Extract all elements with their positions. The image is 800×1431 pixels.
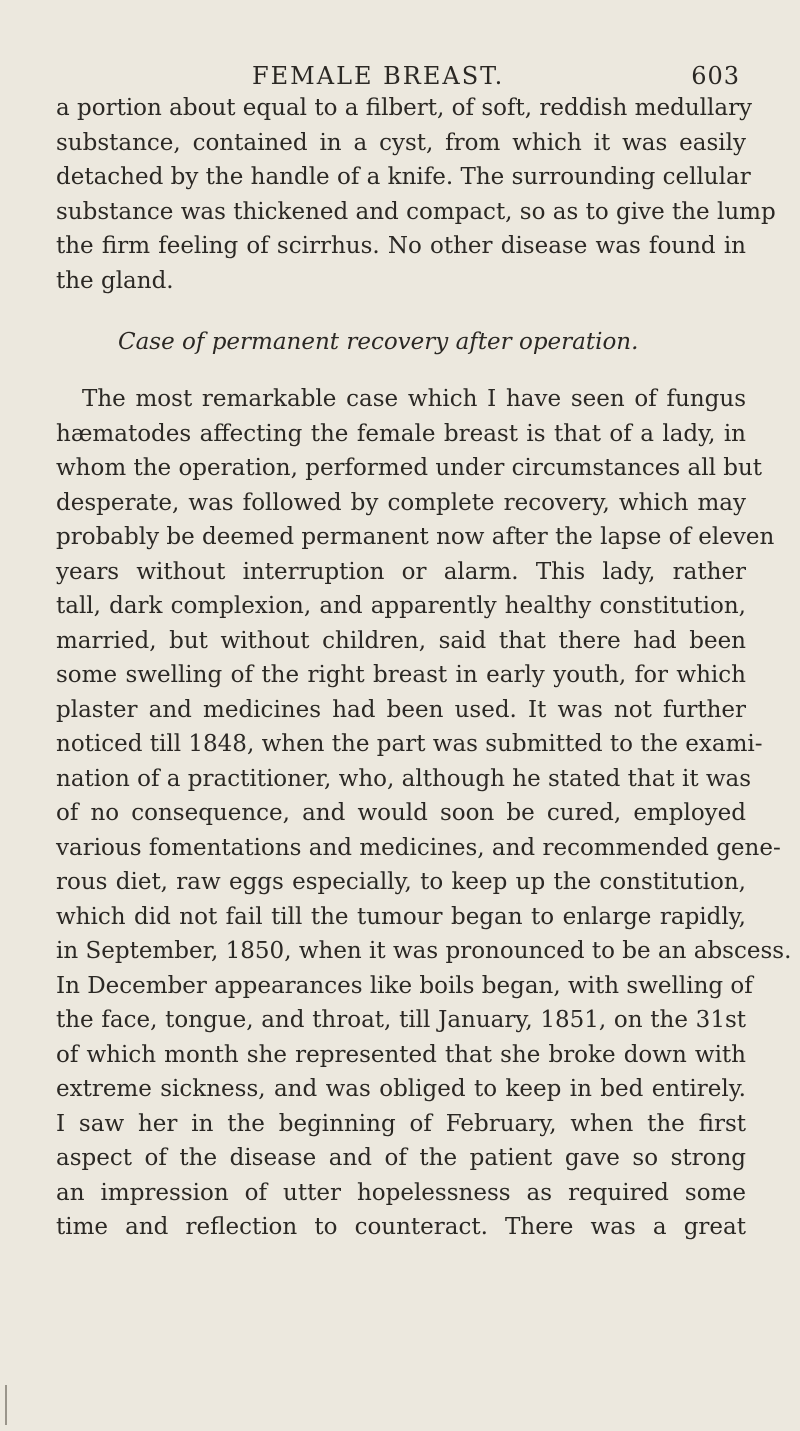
text-line: hæmatodes affecting the female breast is that of a lady, in: [56, 420, 746, 447]
page-number: 603: [691, 62, 740, 90]
text-line: plaster and medicines had been used. It was not further: [56, 696, 746, 723]
running-title: FEMALE BREAST.: [252, 62, 505, 90]
text-line: desperate, was followed by complete recovery, which may: [56, 489, 746, 516]
text-line: of no consequence, and would soon be cured, employed: [56, 800, 746, 826]
text-line: a portion about equal to a filbert, of soft, reddish medullary: [56, 95, 753, 121]
paragraph-continuation: [56, 91, 776, 298]
text-line: married, but without children, said that there had been: [56, 627, 746, 654]
text-line: probably be deemed permanent now after the lapse of eleven: [56, 524, 775, 550]
section-heading: Case of permanent recovery after operation.: [118, 329, 639, 355]
text-line: time and reflection to counteract. There was a great: [56, 1214, 746, 1240]
text-line: years without interruption or alarm. This lady, rather: [56, 558, 746, 585]
binding-edge-mark: [5, 1385, 7, 1425]
text-line: the gland.: [56, 267, 174, 294]
text-line: which did not fail till the tumour began to enlarge rapidly,: [56, 903, 746, 930]
case-paragraph: [56, 382, 792, 1245]
text-line: tall, dark complexion, and apparently healthy constitution,: [56, 593, 746, 619]
text-line: some swelling of the right breast in early youth, for which: [56, 662, 746, 688]
text-line: nation of a practitioner, who, although he stated that it was: [56, 765, 752, 792]
text-line: in September, 1850, when it was pronounced to be an abscess.: [56, 938, 792, 964]
running-header: [0, 52, 800, 92]
text-line: I saw her in the beginning of February, when the first: [56, 1110, 746, 1137]
text-line: rous diet, raw eggs especially, to keep up the constitution,: [56, 869, 746, 895]
text-line: noticed till 1848, when the part was submitted to the exami-: [56, 731, 763, 757]
text-line: substance, contained in a cyst, from which it was easily: [56, 129, 746, 156]
text-line: aspect of the disease and of the patient gave so strong: [56, 1145, 746, 1171]
text-line: substance was thickened and compact, so as to give the lump: [56, 198, 776, 225]
text-line: various fomentations and medicines, and recommended gene-: [56, 834, 781, 861]
text-line: detached by the handle of a knife. The surrounding cellular: [56, 164, 751, 190]
text-line: the face, tongue, and throat, till January, 1851, on the 31st: [56, 1007, 746, 1033]
text-line: whom the operation, performed under circumstances all but: [56, 455, 763, 481]
text-line: of which month she represented that she broke down with: [56, 1041, 746, 1068]
text-line: The most remarkable case which I have seen of fungus: [82, 386, 746, 412]
text-line: the firm feeling of scirrhus. No other disease was found in: [56, 233, 746, 259]
text-line: an impression of utter hopelessness as required some: [56, 1179, 746, 1206]
text-line: extreme sickness, and was obliged to keep in bed entirely.: [56, 1076, 746, 1102]
text-line: In December appearances like boils began, with swelling of: [56, 972, 753, 999]
